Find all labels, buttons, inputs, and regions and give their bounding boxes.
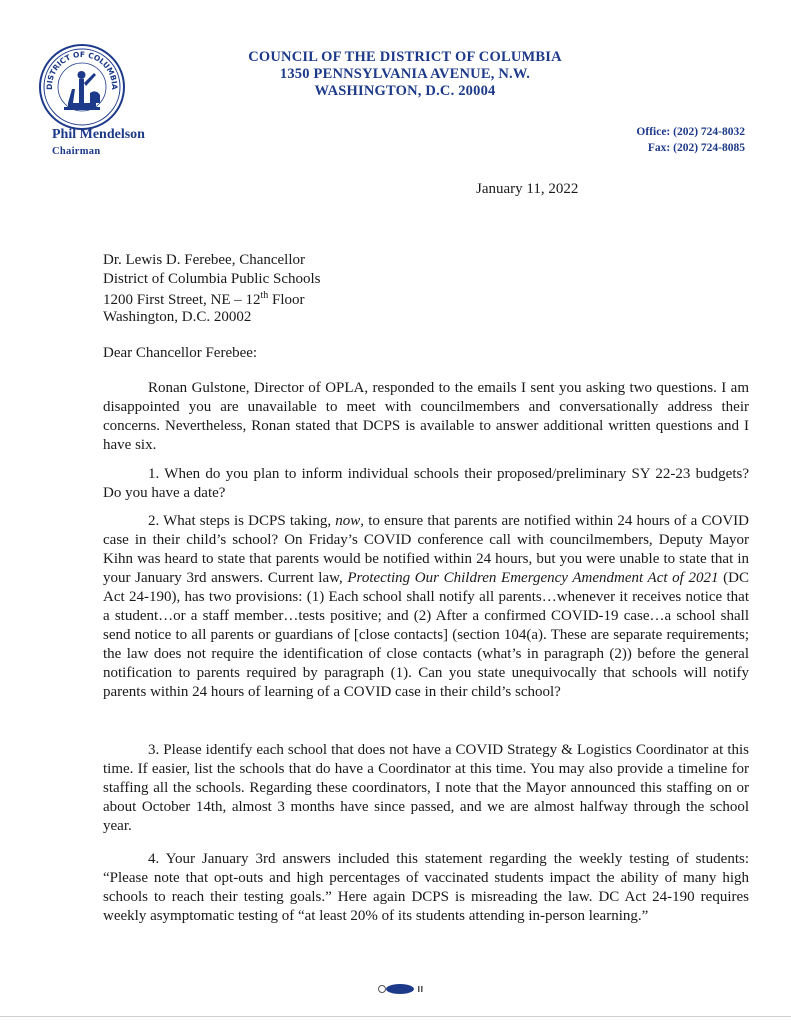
sender-name: Phil Mendelson <box>52 127 145 142</box>
council-seal <box>38 43 126 131</box>
sender-title: Chairman <box>52 146 101 157</box>
recipient-name: Dr. Lewis D. Ferebee, Chancellor <box>103 252 306 268</box>
recipient-city: Washington, D.C. 20002 <box>103 309 252 325</box>
q2-text-c: (DC Act 24-190), has two provisions: (1) Each school shall notify all parents…whenever it receives notice that a student…or a staff member…tests positive; and (2) After a confirmed COVID-19 case…a school shall send notice to all parents or guardians of [close contacts] (section 104(a). These are separate requirements; the law does not require the identification of close contacts (what’s in paragraph (2)) before the general notification to parents required by paragraph (1). Can you state unequivocally that schools will notify parents within 24 hours of learning of a COVID case in their child’s school? <box>103 570 750 700</box>
page-bottom-rule <box>0 1016 791 1017</box>
salutation: Dear Chancellor Ferebee: <box>103 345 258 361</box>
q2-text-b: , to ensure that parents are notified within 24 hours of a COVID case in their child’s school? On Friday’s COVID conference call with councilmembers, Deputy Mayor Kihn was heard to state that parents would be notified within 24 hours, but you were unable to state that in your January 3rd answers. Current law, <box>103 513 749 586</box>
recipient-street-main: 1200 First Street, NE – 12 <box>103 292 261 308</box>
recipient-street-ordinal: th <box>260 290 269 301</box>
letterhead-council-name: COUNCIL OF THE DISTRICT OF COLUMBIA <box>248 49 562 65</box>
paragraph-question-1: 1. When do you plan to inform individual schools their proposed/preliminary SY 22-23 budgets? Do you have a date? <box>103 466 749 501</box>
paragraph-question-2 <box>103 512 749 702</box>
recipient-street-floor: Floor <box>268 292 305 308</box>
recipient-street <box>103 290 305 309</box>
q2-text-a: 2. What steps is DCPS taking, <box>148 513 336 529</box>
letterhead-street: 1350 PENNSYLVANIA AVENUE, N.W. <box>279 66 531 82</box>
svg-text:DISTRICT OF COLUMBIA: DISTRICT OF COLUMBIA <box>44 49 120 90</box>
q2-act-title: Protecting Our Children Emergency Amendment Act of 2021 <box>347 570 719 586</box>
recipient-org: District of Columbia Public Schools <box>103 271 321 287</box>
paragraph-question-4: 4. Your January 3rd answers included this statement regarding the weekly testing of students: “Please note that opt-outs and high percentages of vaccinated students impact the ability of many high schools to reach their testing goals.” Here again DCPS is misreading the law. DC Act 24-190 requires weekly asymptomatic testing of “at least 20% of its students attending in-person learning.” <box>103 851 749 924</box>
letter-date: January 11, 2022 <box>476 181 579 197</box>
q2-emphasis-now: now <box>335 513 361 529</box>
union-bug-icon <box>374 982 426 996</box>
paragraph-intro: Ronan Gulstone, Director of OPLA, responded to the emails I sent you asking two questions. I am disappointed you are unavailable to meet with councilmembers and conversationally address their concerns. Nevertheless, Ronan stated that DCPS is available to answer additional written questions and I have six. <box>103 380 749 453</box>
paragraph-question-3: 3. Please identify each school that does not have a COVID Strategy & Logistics Coordinator at this time. If easier, list the schools that do have a Coordinator at this time. You may also provide a timeline for staffing all the schools. Regarding these coordinators, I note that the Mayor announced this staffing on or about October 14th, almost 3 months have since passed, and we are almost halfway through the school year. <box>103 742 749 834</box>
office-phone: Office: (202) 724-8032 <box>636 126 745 138</box>
fax-number: Fax: (202) 724-8085 <box>647 142 745 154</box>
letterhead-city: WASHINGTON, D.C. 20004 <box>314 83 496 99</box>
